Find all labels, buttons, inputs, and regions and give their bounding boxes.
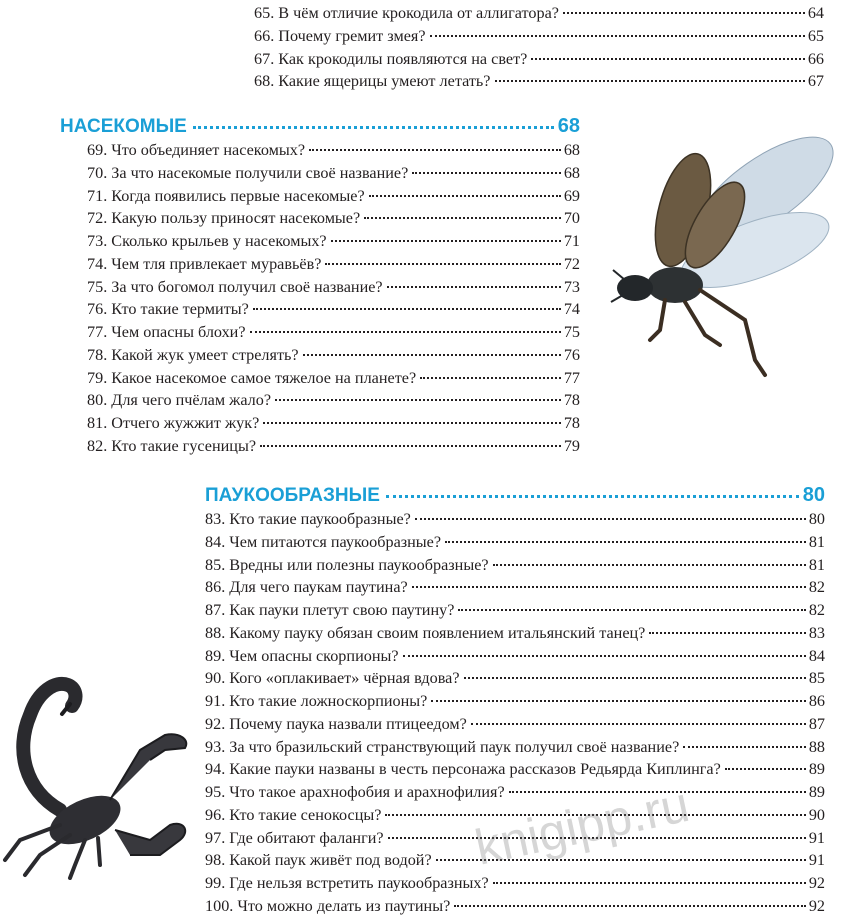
toc-entry: 89. Чем опасны скорпионы? 84 [205, 646, 825, 665]
toc-entry [254, 2, 824, 25]
section-page: 68 [557, 115, 580, 137]
section-heading-arachnids[interactable] [205, 482, 825, 508]
section-title: НАСЕКОМЫЕ [60, 116, 187, 137]
toc-entry: 90. Кого «оплакивает» чёрная вдова? 85 [205, 669, 825, 688]
toc-entry: 81. Отчего жужжит жук? 78 [87, 414, 580, 432]
section-page: 80 [802, 484, 825, 506]
toc-entry: 86. Для чего паукам паутина? 82 [205, 578, 825, 597]
scorpion-claw-lower [115, 824, 185, 855]
toc-page: 66 [807, 49, 824, 68]
toc-page: 65 [807, 26, 824, 45]
scorpion-illustration [0, 640, 200, 880]
toc-entry: 80. Для чего пчёлам жало? 78 [87, 391, 580, 410]
toc-entry: 72. Какую пользу приносят насекомые? 70 [87, 209, 580, 228]
toc-entry: 69. Что объединяет насекомых? 68 [87, 141, 580, 159]
insects-section [60, 113, 580, 458]
toc-entry: 74. Чем тля привлекает муравьёв? 72 [87, 254, 580, 273]
toc-page: 67 [807, 72, 824, 91]
toc-entry [254, 70, 824, 93]
toc-entry: 77. Чем опасны блохи? 75 [87, 323, 580, 341]
toc-entry: 92. Почему паука назвали птицеедом? 87 [205, 714, 825, 733]
toc-entry: 100. Что можно делать из паутины? 92 [205, 896, 825, 915]
toc-entry: 94. Какие пауки названы в честь персонажа рассказов Редьярда Киплинга? 89 [205, 760, 825, 779]
watermark: knigipp.ru [470, 775, 694, 876]
toc-entry: 75. За что богомол получил своё название? 73 [87, 277, 580, 296]
top-toc-list [254, 2, 824, 93]
toc-page: 64 [807, 4, 824, 22]
section-heading-insects[interactable] [60, 113, 580, 139]
toc-entry: 85. Вредны или полезны паукообразные? 81 [205, 555, 825, 574]
toc-entry: 70. За что насекомые получили своё название? 68 [87, 163, 580, 182]
section-title: ПАУКООБРАЗНЫЕ [205, 485, 380, 506]
toc-entry: 96. Кто такие сенокосцы? 90 [205, 805, 825, 824]
arachnids-section [205, 482, 825, 918]
toc-question: 65. В чём отличие крокодила от аллигатора? [254, 4, 559, 22]
toc-entry: 76. Кто такие термиты? 74 [87, 300, 580, 319]
insects-list [87, 139, 580, 458]
toc-entry: 79. Какое насекомое самое тяжелое на планете? 77 [87, 368, 580, 387]
toc-entry: 95. Что такое арахнофобия и арахнофилия? 89 [205, 783, 825, 801]
toc-entry [254, 25, 824, 48]
toc-entry: 84. Чем питаются паукообразные? 81 [205, 532, 825, 551]
scorpion-tail [23, 684, 75, 810]
toc-entry: 99. Где нельзя встретить паукообразных? 92 [205, 874, 825, 892]
toc-question: 67. Как крокодилы появляются на свет? [254, 49, 528, 68]
beetle-illustration [605, 130, 840, 380]
toc-entry: 78. Какой жук умеет стрелять? 76 [87, 345, 580, 364]
beetle-body [647, 267, 703, 303]
toc-entry: 88. Какому пауку обязан своим появлением итальянский танец? 83 [205, 623, 825, 642]
toc-entry: 91. Кто такие ложноскорпионы? 86 [205, 692, 825, 710]
toc-entry: 93. За что бразильский странствующий паук получил своё название? 88 [205, 737, 825, 756]
scorpion-claw-upper [110, 734, 186, 800]
toc-question: 68. Какие ящерицы умеют летать? [254, 72, 491, 91]
toc-question: 66. Почему гремит змея? [254, 26, 426, 45]
toc-entry: 83. Кто такие паукообразные? 80 [205, 510, 825, 528]
toc-entry: 87. Как пауки плетут свою паутину? 82 [205, 601, 825, 619]
toc-entry: 71. Когда появились первые насекомые? 69 [87, 186, 580, 205]
arachnids-list [205, 508, 825, 918]
toc-entry: 73. Сколько крыльев у насекомых? 71 [87, 232, 580, 250]
toc-entry: 97. Где обитают фаланги? 91 [205, 828, 825, 847]
toc-entry: 82. Кто такие гусеницы? 79 [87, 436, 580, 455]
toc-entry: 98. Какой паук живёт под водой? 91 [205, 851, 825, 870]
toc-entry [254, 48, 824, 71]
